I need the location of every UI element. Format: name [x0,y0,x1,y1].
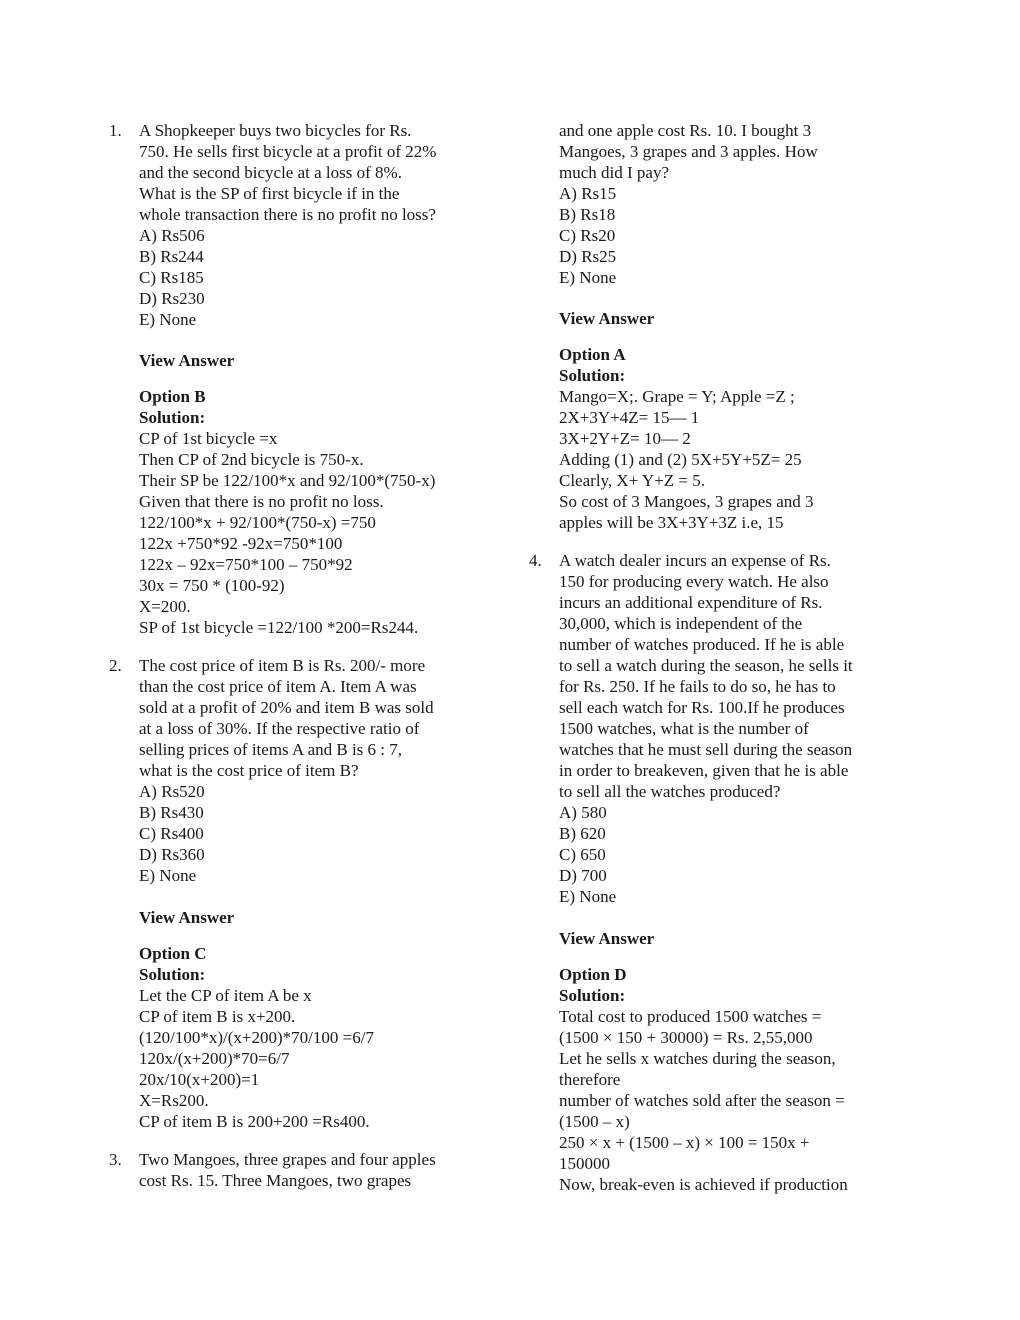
solution-label: Solution: [559,366,626,385]
answer-option-item: D) Rs25 [559,247,617,266]
answer-option-item: C) 650 [559,845,606,864]
question-text [559,120,899,183]
text-line: number of watches sold after the season = [559,1091,845,1110]
solution-text [139,985,499,1132]
text-line: to sell a watch during the season, he sells it [559,656,853,675]
view-answer-link[interactable]: View Answer [139,351,235,370]
view-answer-row [139,350,499,371]
answer-option-item: A) Rs506 [139,226,205,245]
answer-option-item: D) 700 [559,866,607,885]
text-line: CP of 1st bicycle =x [139,429,278,448]
answer-option: Option D [559,965,627,984]
text-line: 2X+3Y+4Z= 15— 1 [559,408,700,427]
answer-option: Option C [139,944,207,963]
text-line: A Shopkeeper buys two bicycles for Rs. [139,121,412,140]
text-line: Now, break-even is achieved if production [559,1175,848,1194]
answer-option: Option A [559,345,626,364]
text-line: 30,000, which is independent of the [559,614,803,633]
question-3 [109,1149,499,1191]
text-line: Then CP of 2nd bicycle is 750-x. [139,450,364,469]
answer-option-item: C) Rs20 [559,226,616,245]
view-answer-row [559,308,899,329]
answer-option-item: B) Rs430 [139,803,204,822]
text-line: 30x = 750 * (100-92) [139,576,285,595]
text-line: Clearly, X+ Y+Z = 5. [559,471,706,490]
text-line: (120/100*x)/(x+200)*70/100 =6/7 [139,1028,374,1047]
text-line: 150 for producing every watch. He also [559,572,829,591]
question-number: 2. [109,656,122,675]
view-answer-row [139,907,499,928]
text-line: A watch dealer incurs an expense of Rs. [559,551,831,570]
answer-option-item: B) Rs244 [139,247,204,266]
text-line: (1500 × 150 + 30000) = Rs. 2,55,000 [559,1028,813,1047]
text-line: 250 × x + (1500 – x) × 100 = 150x + [559,1133,810,1152]
solution-label: Solution: [139,965,206,984]
text-line: What is the SP of first bicycle if in the [139,184,400,203]
text-line: number of watches produced. If he is able [559,635,845,654]
text-line: 20x/10(x+200)=1 [139,1070,260,1089]
text-line: 750. He sells first bicycle at a profit of 22% [139,142,437,161]
text-line: CP of item B is 200+200 =Rs400. [139,1112,370,1131]
question-text [559,550,899,802]
text-line: X=Rs200. [139,1091,209,1110]
answer-option-item: A) Rs15 [559,184,617,203]
answer-option-item: E) None [559,887,617,906]
question-text [139,1149,499,1191]
text-line: SP of 1st bicycle =122/100 *200=Rs244. [139,618,419,637]
answer-options [559,802,899,907]
solution-text [559,386,899,533]
answer-option-item: E) None [139,866,197,885]
answer-option-item: B) 620 [559,824,606,843]
question-text [139,120,499,225]
solution-text [559,1006,899,1195]
text-line: Their SP be 122/100*x and 92/100*(750-x) [139,471,436,490]
text-line: whole transaction there is no profit no loss? [139,205,436,224]
question-number: 3. [109,1150,122,1169]
answer-option-item: E) None [559,268,617,287]
answer-option-item: D) Rs360 [139,845,205,864]
view-answer-link[interactable]: View Answer [139,908,235,927]
text-line: what is the cost price of item B? [139,761,359,780]
text-line: X=200. [139,597,191,616]
text-line: incurs an additional expenditure of Rs. [559,593,823,612]
text-line: 122x +750*92 -92x=750*100 [139,534,343,553]
answer-option-item: B) Rs18 [559,205,616,224]
text-line: sold at a profit of 20% and item B was sold [139,698,434,717]
solution-1 [139,386,499,638]
answer-option-item: E) None [139,310,197,329]
solution-text [139,428,499,638]
view-answer-link[interactable]: View Answer [559,929,655,948]
text-line: Mango=X;. Grape = Y; Apple =Z ; [559,387,795,406]
text-line: at a loss of 30%. If the respective ratio of [139,719,420,738]
text-line: to sell all the watches produced? [559,782,781,801]
solution-2 [139,943,499,1132]
text-line: 122/100*x + 92/100*(750-x) =750 [139,513,376,532]
text-line: Given that there is no profit no loss. [139,492,384,511]
solution-4 [559,964,899,1195]
answer-option-item: C) Rs400 [139,824,204,843]
question-2 [109,655,499,886]
text-line: The cost price of item B is Rs. 200/- more [139,656,426,675]
text-line: Mangoes, 3 grapes and 3 apples. How [559,142,818,161]
question-4 [529,550,899,907]
text-line: apples will be 3X+3Y+3Z i.e, 15 [559,513,784,532]
answer-option-item: A) Rs520 [139,782,205,801]
text-line: 120x/(x+200)*70=6/7 [139,1049,290,1068]
text-line: much did I pay? [559,163,669,182]
text-line: than the cost price of item A. Item A was [139,677,417,696]
answer-options [139,781,499,886]
answer-options [559,183,899,288]
answer-option-item: C) Rs185 [139,268,204,287]
question-text [139,655,499,781]
question-number: 4. [529,551,542,570]
answer-option-item: A) 580 [559,803,607,822]
answer-options [139,225,499,330]
text-line: So cost of 3 Mangoes, 3 grapes and 3 [559,492,814,511]
text-line: 3X+2Y+Z= 10— 2 [559,429,691,448]
text-line: cost Rs. 15. Three Mangoes, two grapes [139,1171,412,1190]
text-line: CP of item B is x+200. [139,1007,296,1026]
text-line: and the second bicycle at a loss of 8%. [139,163,402,182]
solution-label: Solution: [559,986,626,1005]
text-line: 122x – 92x=750*100 – 750*92 [139,555,353,574]
question-3-continued [559,120,899,288]
text-line: 150000 [559,1154,610,1173]
text-line: therefore [559,1070,621,1089]
text-line: Two Mangoes, three grapes and four apples [139,1150,436,1169]
text-line: and one apple cost Rs. 10. I bought 3 [559,121,812,140]
text-line: selling prices of items A and B is 6 : 7, [139,740,403,759]
question-1 [109,120,499,330]
text-line: watches that he must sell during the season [559,740,853,759]
text-line: for Rs. 250. If he fails to do so, he has to [559,677,836,696]
text-line: Let he sells x watches during the season, [559,1049,836,1068]
text-line: 1500 watches, what is the number of [559,719,809,738]
view-answer-link[interactable]: View Answer [559,309,655,328]
view-answer-row [559,928,899,949]
solution-3 [559,344,899,533]
text-line: in order to breakeven, given that he is able [559,761,849,780]
answer-option-item: D) Rs230 [139,289,205,308]
text-line: Adding (1) and (2) 5X+5Y+5Z= 25 [559,450,802,469]
text-line: sell each watch for Rs. 100.If he produces [559,698,845,717]
question-number: 1. [109,121,122,140]
text-line: Total cost to produced 1500 watches = [559,1007,822,1026]
answer-option: Option B [139,387,206,406]
text-line: (1500 – x) [559,1112,630,1131]
text-line: Let the CP of item A be x [139,986,312,1005]
solution-label: Solution: [139,408,206,427]
